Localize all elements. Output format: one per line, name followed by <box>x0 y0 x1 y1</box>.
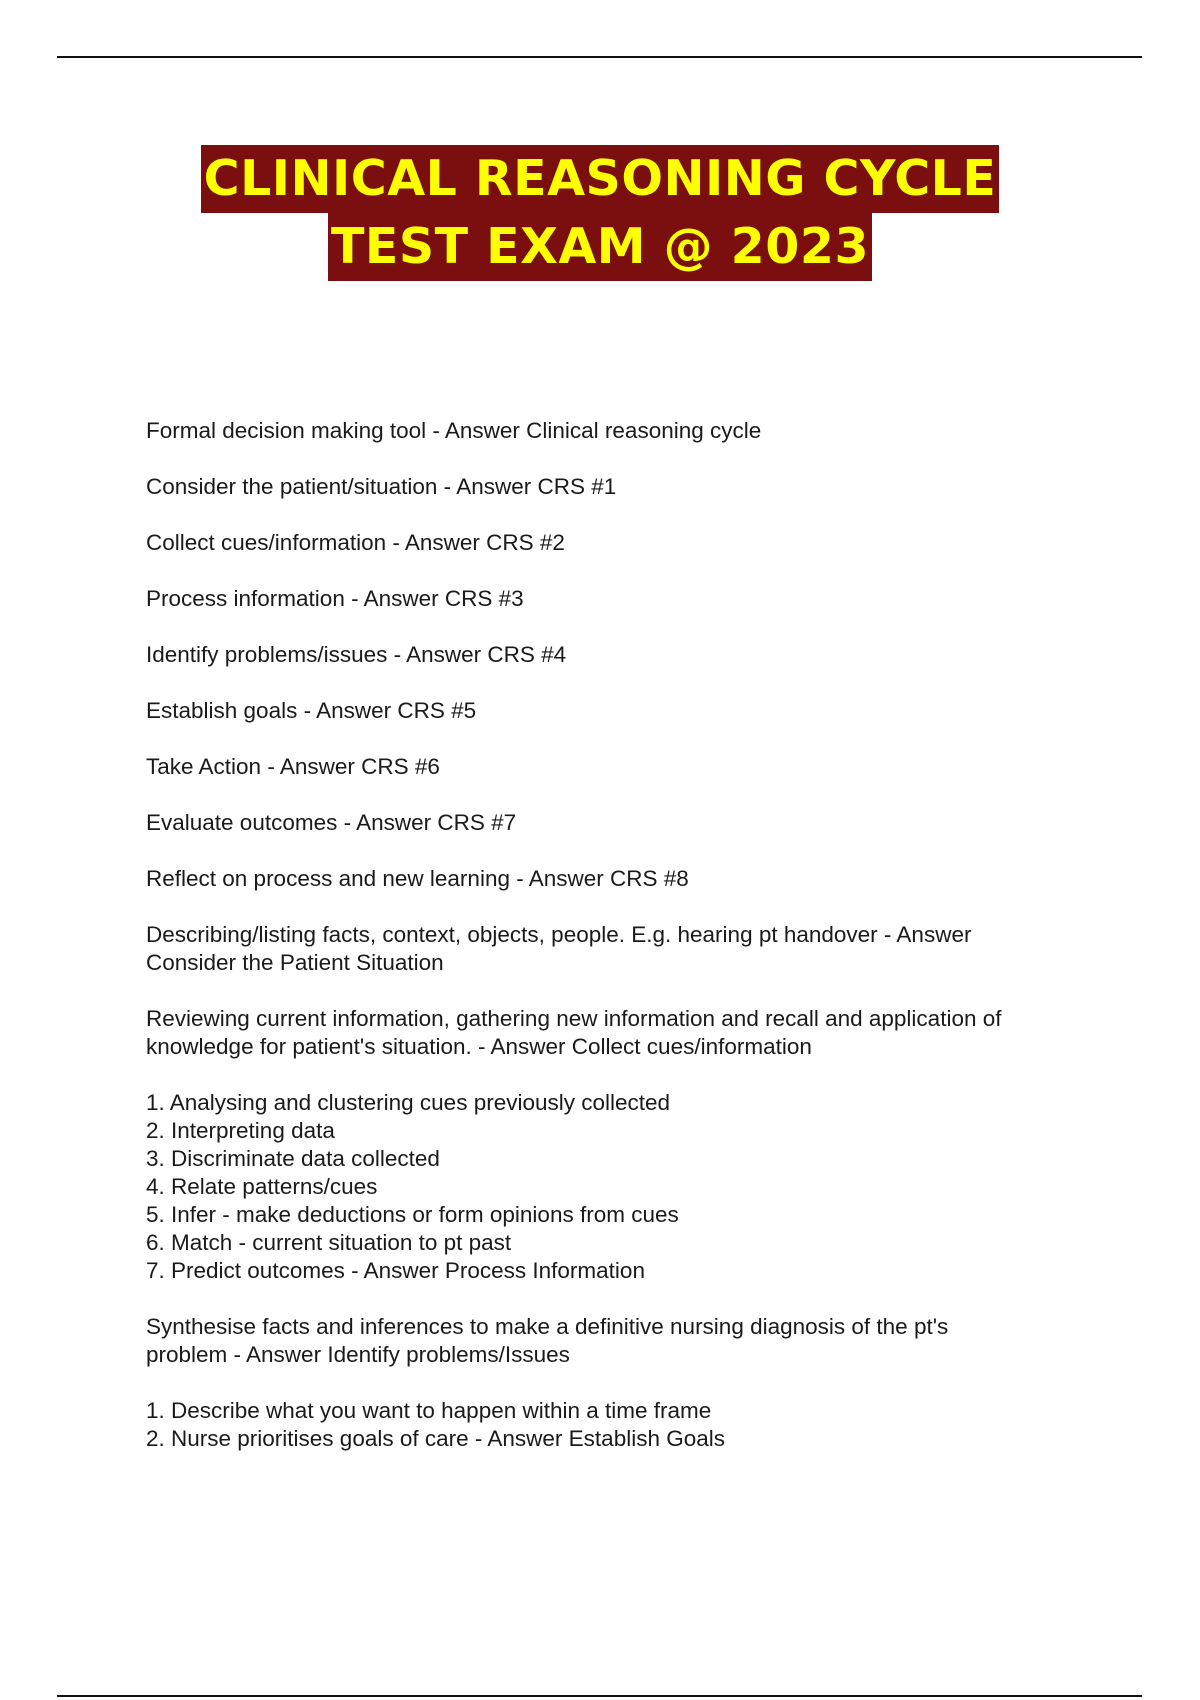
qa-line: Describing/listing facts, context, objects, people. E.g. hearing pt handover - Answer <box>146 922 972 947</box>
qa-line: Consider the patient/situation - Answer CRS #1 <box>146 474 617 499</box>
qa-line: knowledge for patient's situation. - Answer Collect cues/information <box>146 1034 812 1059</box>
qa-item <box>146 1089 1086 1285</box>
qa-line: Consider the Patient Situation <box>146 950 444 975</box>
qa-line: 4. Relate patterns/cues <box>146 1174 378 1199</box>
qa-line: Synthesise facts and inferences to make a definitive nursing diagnosis of the pt's <box>146 1314 949 1339</box>
title-line-2: TEST EXAM @ 2023 <box>328 213 872 281</box>
qa-line: Identify problems/issues - Answer CRS #4 <box>146 642 567 667</box>
qa-line: 5. Infer - make deductions or form opinions from cues <box>146 1202 679 1227</box>
qa-item <box>146 753 1086 781</box>
qa-line: Establish goals - Answer CRS #5 <box>146 698 477 723</box>
qa-item <box>146 1005 1086 1061</box>
qa-item <box>146 809 1086 837</box>
qa-line: Process information - Answer CRS #3 <box>146 586 524 611</box>
qa-item <box>146 585 1086 613</box>
qa-line: 6. Match - current situation to pt past <box>146 1230 512 1255</box>
qa-line: 1. Analysing and clustering cues previously collected <box>146 1090 671 1115</box>
header-rule <box>57 56 1142 58</box>
qa-list <box>146 417 1086 1481</box>
qa-line: Take Action - Answer CRS #6 <box>146 754 440 779</box>
qa-line: Formal decision making tool - Answer Clinical reasoning cycle <box>146 418 762 443</box>
document-title <box>0 145 1200 281</box>
qa-item <box>146 1313 1086 1369</box>
title-line-1: CLINICAL REASONING CYCLE <box>201 145 1000 213</box>
qa-item <box>146 697 1086 725</box>
qa-line: Reviewing current information, gathering new information and recall and application of <box>146 1006 1002 1031</box>
qa-line: 7. Predict outcomes - Answer Process Information <box>146 1258 645 1283</box>
qa-line: 2. Nurse prioritises goals of care - Answer Establish Goals <box>146 1426 725 1451</box>
qa-line: Reflect on process and new learning - Answer CRS #8 <box>146 866 689 891</box>
qa-item <box>146 473 1086 501</box>
qa-line: Collect cues/information - Answer CRS #2 <box>146 530 565 555</box>
qa-item <box>146 921 1086 977</box>
qa-item <box>146 529 1086 557</box>
qa-item <box>146 1397 1086 1453</box>
footer-rule <box>57 1695 1142 1697</box>
qa-line: 3. Discriminate data collected <box>146 1146 440 1171</box>
qa-line: Evaluate outcomes - Answer CRS #7 <box>146 810 517 835</box>
qa-line: 2. Interpreting data <box>146 1118 335 1143</box>
qa-item <box>146 417 1086 445</box>
qa-line: problem - Answer Identify problems/Issues <box>146 1342 570 1367</box>
qa-item <box>146 641 1086 669</box>
qa-line: 1. Describe what you want to happen within a time frame <box>146 1398 712 1423</box>
qa-item <box>146 865 1086 893</box>
